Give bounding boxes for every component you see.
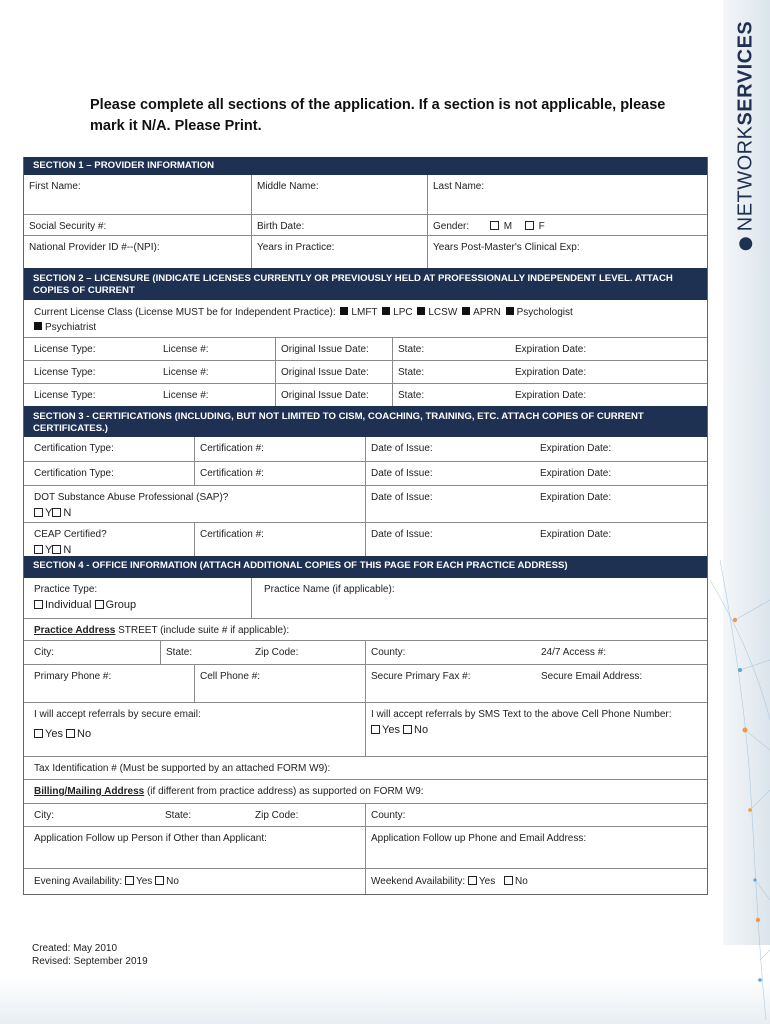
evening-yes-label: Yes (135, 876, 153, 887)
application-form (23, 157, 708, 895)
gender-f-label: F (538, 221, 545, 232)
practice-type-label: Practice Type: (34, 584, 98, 595)
city-field[interactable]: City: (34, 647, 54, 658)
license-type-field[interactable]: License Type: (34, 367, 96, 378)
gender-m-label: M (503, 221, 513, 232)
aprn-checkbox[interactable] (462, 307, 470, 315)
individual-label: Individual (45, 599, 92, 611)
npi-row (24, 235, 707, 268)
ssn-field[interactable]: Social Security #: (29, 221, 107, 232)
cert-expiration-field[interactable]: Expiration Date: (540, 468, 612, 479)
group-checkbox[interactable] (95, 600, 104, 609)
followup-contact-field[interactable]: Application Follow up Phone and Email Address: (365, 827, 707, 868)
ssn-row (24, 214, 707, 235)
cert-number-field[interactable]: Certification #: (194, 462, 365, 485)
availability-row (24, 868, 707, 894)
license-state-field[interactable]: State: (392, 361, 510, 383)
dot-sap-yes-checkbox[interactable] (34, 508, 43, 517)
billing-county-field[interactable]: County: (365, 804, 707, 826)
license-expiration-field[interactable]: Expiration Date: (515, 367, 587, 378)
practice-type-row (24, 578, 707, 618)
lmft-checkbox[interactable] (340, 307, 348, 315)
billing-address-field[interactable] (24, 780, 707, 803)
first-name-field[interactable]: First Name: (29, 181, 81, 192)
weekend-no-label: No (515, 876, 528, 887)
created-date: Created: May 2010 (32, 943, 118, 954)
dot-sap-field (24, 486, 365, 522)
ceap-label: CEAP Certified? (34, 529, 107, 540)
license-type-field[interactable]: License Type: (34, 390, 96, 401)
referral-sms-yes-checkbox[interactable] (371, 725, 380, 734)
ceap-issue-date-field[interactable]: Date of Issue: (365, 523, 535, 556)
followup-row (24, 826, 707, 868)
ceap-expiration-field[interactable]: Expiration Date: (540, 529, 612, 540)
license-row (24, 337, 707, 360)
billing-city-field[interactable]: City: (34, 810, 54, 821)
license-class-label: Current License Class (License MUST be for Independent Practice): (34, 307, 336, 318)
secure-email-field[interactable]: Secure Email Address: (541, 671, 643, 682)
psychiatrist-label: Psychiatrist (45, 322, 97, 333)
license-type-field[interactable]: License Type: (34, 344, 96, 355)
weekend-availability-field (365, 869, 707, 894)
county-field[interactable]: County: (365, 641, 536, 664)
practice-address-row (24, 618, 707, 640)
years-post-masters-field[interactable]: Years Post-Master's Clinical Exp: (427, 236, 707, 268)
individual-checkbox[interactable] (34, 600, 43, 609)
cert-issue-date-field[interactable]: Date of Issue: (365, 462, 535, 485)
ceap-yes-checkbox[interactable] (34, 545, 43, 554)
referral-email-yes-checkbox[interactable] (34, 729, 43, 738)
dot-sap-no-label: N (63, 507, 72, 519)
referral-sms-no-label: No (414, 724, 429, 736)
billing-state-field[interactable]: State: (165, 810, 192, 821)
ceap-no-checkbox[interactable] (52, 545, 61, 554)
billing-city-row (24, 803, 707, 826)
license-class-row (24, 300, 707, 337)
birth-date-field[interactable]: Birth Date: (251, 215, 427, 235)
license-number-field[interactable]: License #: (163, 390, 209, 401)
cert-expiration-field[interactable]: Expiration Date: (540, 443, 612, 454)
referral-sms-yes-label: Yes (382, 724, 400, 736)
zip-code-field[interactable]: Zip Code: (255, 647, 299, 658)
cert-type-field[interactable]: Certification Type: (34, 468, 114, 479)
followup-person-field[interactable]: Application Follow up Person if Other than Applicant: (34, 833, 267, 844)
license-expiration-field[interactable]: Expiration Date: (515, 390, 587, 401)
practice-address-hint: STREET (include suite # if applicable): (115, 625, 290, 636)
gender-label: Gender: (433, 221, 470, 232)
phone-row (24, 664, 707, 702)
middle-name-field[interactable]: Middle Name: (251, 175, 427, 214)
license-issue-date-field[interactable]: Original Issue Date: (275, 361, 392, 383)
referral-email-no-checkbox[interactable] (66, 729, 75, 738)
form-instructions-heading: Please complete all sections of the application. If a section is not applicable, please mark it N/A. Please Print. (90, 97, 666, 134)
cert-issue-date-field[interactable]: Date of Issue: (365, 437, 535, 461)
ceap-no-label: N (63, 544, 72, 556)
psychiatrist-checkbox[interactable] (34, 322, 42, 330)
license-expiration-field[interactable]: Expiration Date: (515, 344, 587, 355)
section-2-header: SECTION 2 – LICENSURE (INDICATE LICENSES CURRENTLY OR PREVIOUSLY HELD AT PROFESSIONALLY INDEPENDENT LEVEL. ATTACH COPIES OF CURRENT (24, 268, 707, 300)
gender-f-checkbox[interactable] (525, 221, 534, 230)
brand-dot-icon (740, 237, 753, 250)
gender-m-checkbox[interactable] (490, 221, 499, 230)
license-row (24, 383, 707, 406)
psychologist-label: Psychologist (516, 307, 573, 318)
tax-id-row (24, 756, 707, 779)
practice-name-field[interactable]: Practice Name (if applicable): (251, 578, 707, 618)
brand-logo: NETWORKSERVICES (728, 40, 764, 230)
license-number-field[interactable]: License #: (163, 367, 209, 378)
practice-address-field[interactable] (24, 619, 707, 640)
dot-sap-row (24, 485, 707, 522)
weekend-no-checkbox[interactable] (504, 876, 513, 885)
last-name-field[interactable]: Last Name: (427, 175, 707, 214)
dot-sap-yes-label: Y (45, 507, 53, 519)
dot-sap-expiration-field[interactable]: Expiration Date: (540, 492, 612, 503)
billing-address-label: Billing/Mailing Address (34, 786, 145, 797)
license-state-field[interactable]: State: (392, 338, 510, 360)
license-state-field[interactable]: State: (392, 384, 510, 406)
ceap-field (24, 523, 194, 556)
referrals-row (24, 702, 707, 756)
referral-sms-field (365, 703, 707, 756)
dot-sap-no-checkbox[interactable] (52, 508, 61, 517)
license-issue-date-field[interactable]: Original Issue Date: (275, 384, 392, 406)
cert-type-field[interactable]: Certification Type: (34, 443, 114, 454)
dot-sap-issue-date-field[interactable]: Date of Issue: (365, 486, 535, 522)
lmft-label: LMFT (351, 307, 378, 318)
aprn-label: APRN (473, 307, 501, 318)
npi-field[interactable]: National Provider ID #--(NPI): (29, 242, 160, 253)
gender-field (427, 215, 707, 235)
lcsw-label: LCSW (428, 307, 458, 318)
evening-availability-field (24, 869, 365, 894)
psychologist-checkbox[interactable] (506, 307, 514, 315)
weekend-availability-label: Weekend Availability: (371, 876, 466, 887)
section-1-header: SECTION 1 – PROVIDER INFORMATION (24, 157, 707, 175)
name-row (24, 175, 707, 214)
referral-email-label: I will accept referrals by secure email: (34, 709, 201, 720)
evening-no-checkbox[interactable] (155, 876, 164, 885)
billing-address-hint: (if different from practice address) as supported on FORM W9: (144, 786, 424, 797)
primary-phone-field[interactable]: Primary Phone #: (34, 671, 112, 682)
revised-date: Revised: September 2019 (32, 956, 148, 967)
access-24-7-field[interactable]: 24/7 Access #: (541, 647, 607, 658)
weekend-yes-checkbox[interactable] (468, 876, 477, 885)
lpc-label: LPC (393, 307, 413, 318)
referral-sms-label: I will accept referrals by SMS Text to the above Cell Phone Number: (371, 709, 672, 720)
referral-email-no-label: No (77, 728, 92, 740)
section-3-header: SECTION 3 - CERTIFICATIONS (INCLUDING, BUT NOT LIMITED TO CISM, COACHING, TRAINING, ETC. ATTACH COPIES OF CURRENT CERTIFICATES.) (24, 406, 707, 437)
cell-phone-field[interactable]: Cell Phone #: (194, 665, 365, 702)
weekend-yes-label: Yes (478, 876, 496, 887)
ceap-row (24, 522, 707, 556)
practice-type-field (24, 578, 251, 618)
secure-fax-field[interactable]: Secure Primary Fax #: (365, 665, 536, 702)
license-number-field[interactable]: License #: (163, 344, 209, 355)
license-row (24, 360, 707, 383)
lpc-checkbox[interactable] (382, 307, 390, 315)
ceap-cert-number-field[interactable]: Certification #: (194, 523, 365, 556)
practice-city-row (24, 640, 707, 664)
group-label: Group (105, 599, 137, 611)
referral-sms-no-checkbox[interactable] (403, 725, 412, 734)
evening-yes-checkbox[interactable] (125, 876, 134, 885)
dot-sap-label: DOT Substance Abuse Professional (SAP)? (34, 492, 229, 503)
billing-zip-field[interactable]: Zip Code: (255, 810, 299, 821)
certification-row (24, 461, 707, 485)
practice-address-label: Practice Address (34, 625, 116, 636)
cert-number-field[interactable]: Certification #: (194, 437, 365, 461)
certification-row (24, 437, 707, 461)
revision-footer (32, 942, 148, 968)
evening-no-label: No (166, 876, 179, 887)
referral-email-field (24, 703, 365, 756)
tax-id-field[interactable]: Tax Identification # (Must be supported by an attached FORM W9): (34, 763, 331, 774)
license-issue-date-field[interactable]: Original Issue Date: (275, 338, 392, 360)
section-4-header: SECTION 4 - OFFICE INFORMATION (ATTACH ADDITIONAL COPIES OF THIS PAGE FOR EACH PRACTICE ADDRESS) (24, 556, 707, 578)
license-class-field (24, 300, 707, 337)
years-practice-field[interactable]: Years in Practice: (251, 236, 427, 268)
lcsw-checkbox[interactable] (417, 307, 425, 315)
state-field[interactable]: State: (160, 641, 250, 664)
referral-email-yes-label: Yes (45, 728, 63, 740)
evening-availability-label: Evening Availability: (34, 876, 123, 887)
billing-address-row (24, 779, 707, 803)
ceap-yes-label: Y (45, 544, 53, 556)
